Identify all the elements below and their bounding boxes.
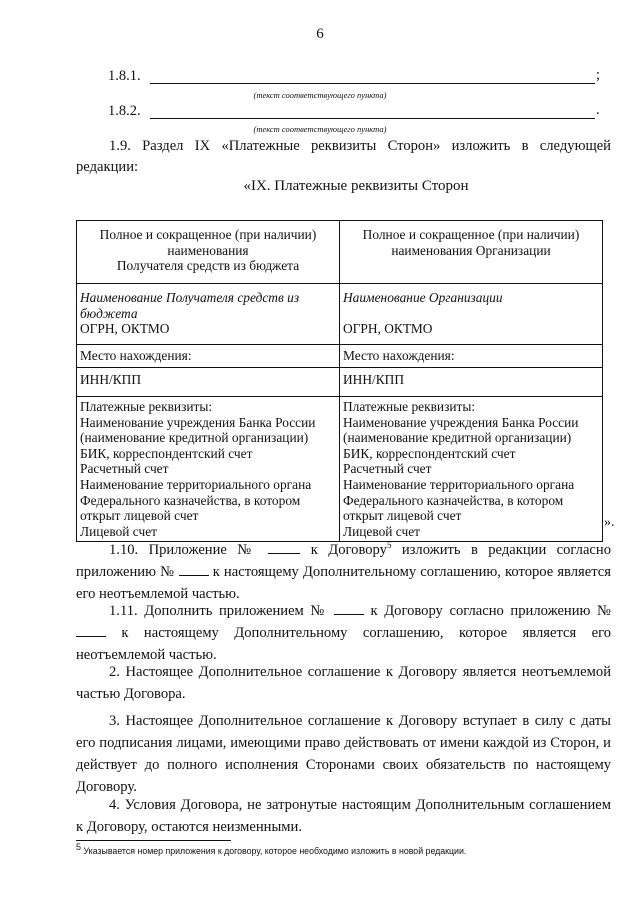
page-number: 6 [316, 26, 324, 42]
cell-recipient-payment: Платежные реквизиты: Наименование учреждения Банка России (наименование кредитной организации) БИК, корреспондентский счет Расчетный счет Наименование территориального органа Федерального казначейства, в котором открыт лицевой счет Лицевой счет [77, 397, 340, 542]
paragraph-2: 2. Настоящее Дополнительное соглашение к Договору является неотъемлемой частью Договора. [76, 664, 611, 702]
cell-organization-payment: Платежные реквизиты: Наименование учреждения Банка России (наименование кредитной организации) БИК, корреспондентский счет Расчетный счет Наименование территориального органа Федерального казначейства, в котором открыт лицевой счет Лицевой счет [340, 397, 603, 542]
blank-line [150, 83, 595, 84]
footnote-divider [76, 840, 231, 841]
hint-1-8-1: (текст соответствующего пункта) [253, 90, 387, 100]
header-organization: Полное и сокращенное (при наличии) наименования Организации [340, 221, 603, 284]
paragraph-3: 3. Настоящее Дополнительное соглашение к Договору вступает в силу с даты его подписания лицами, имеющими право действовать от имени каждой из Сторон, и действует до полного исполнения Сторонами своих обязательств по настоящему Договору. [76, 713, 611, 795]
cell-organization-inn: ИНН/КПП [340, 368, 603, 397]
footnote-mark: 5 [76, 842, 82, 853]
blank-line [150, 118, 595, 119]
blank-field [268, 553, 300, 554]
line-end-punct: ; [596, 67, 601, 83]
paragraph-1-10: 1.10. Приложение № к Договору$^5$ изложить в редакции согласно приложению № к настоящему Дополнительному соглашению, которое является его неотъемлемой частью. [76, 540, 612, 602]
cell-recipient-location: Место нахождения: [77, 345, 340, 368]
closing-quote: ». [604, 515, 615, 530]
paragraph-1-11: 1.11. Дополнить приложением № к Договору согласно приложению № к настоящему Дополнительному соглашению, которое является его неотъемлемой частью. [76, 603, 611, 663]
section-heading: «IX. Платежные реквизиты Сторон [243, 178, 469, 194]
clause-number: 1.8.2. [108, 103, 141, 119]
blank-field [76, 636, 106, 637]
footnote-ref: 5 [386, 540, 392, 551]
footnote [76, 842, 467, 856]
footnote-text: Указывается номер приложения к договору, которое необходимо изложить в новой редакции. [83, 846, 467, 856]
line-end-punct: . [596, 102, 600, 118]
blank-field [334, 614, 364, 615]
requisites-table [76, 220, 603, 542]
blank-field [179, 575, 209, 576]
header-recipient: Полное и сокращенное (при наличии) наименования Получателя средств из бюджета [77, 221, 340, 284]
cell-organization-name: Наименование Организации ОГРН, ОКТМО [340, 284, 603, 345]
hint-1-8-2: (текст соответствующего пункта) [253, 124, 387, 134]
cell-recipient-inn: ИНН/КПП [77, 368, 340, 397]
paragraph-4: 4. Условия Договора, не затронутые настоящим Дополнительным соглашением к Договору, остаются неизменными. [76, 797, 611, 835]
paragraph-1-9: 1.9. Раздел IX «Платежные реквизиты Сторон» изложить в следующей редакции: [76, 138, 611, 175]
cell-organization-location: Место нахождения: [340, 345, 603, 368]
clause-number: 1.8.1. [108, 68, 141, 84]
cell-recipient-name: Наименование Получателя средств из бюджета ОГРН, ОКТМО [77, 284, 340, 345]
